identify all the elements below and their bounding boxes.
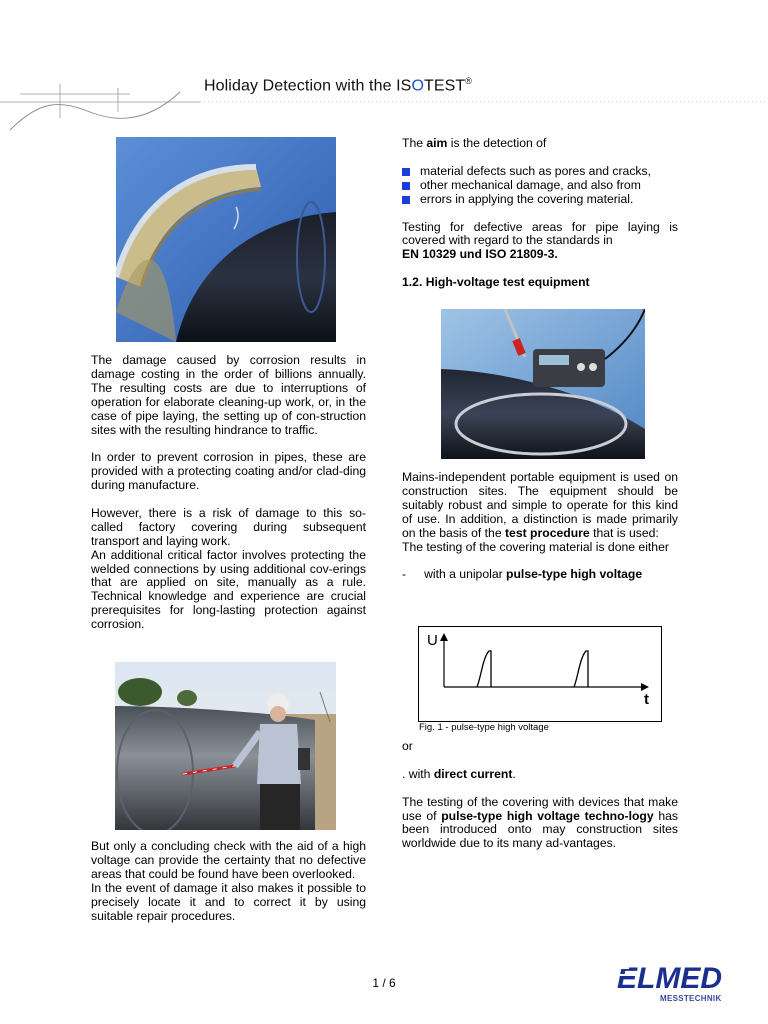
time-axis-label: t [644,691,649,708]
brush-electrode-photo [116,137,336,342]
bullet-square-icon [402,168,410,176]
locate-damage-paragraph: In the event of damage it also makes it possible to precisely locate it and to correct it by using suitable repair procedures. [91,880,366,923]
logo-subtitle: MESSTECHNIK [660,994,722,1003]
list-item: errors in applying the covering material. [402,193,678,207]
right-column-final-text [402,740,678,851]
right-column-lower-text [402,471,678,596]
page-header [0,62,768,137]
corrosion-paragraph: The damage caused by corrosion results in damage costing in the order of billions annually. The resulting costs are due to interruptions of operation for elaborate cleaning-up work, or, in the case of pipe laying, the setting up of con-struction sites with the resulting hindrance to traffic. [91,353,366,437]
header-rule [0,62,768,137]
left-column-text-bottom [91,840,366,923]
list-item: material defects such as pores and cracks, [402,165,678,179]
worker-testing-pipe-photo [115,662,336,830]
coating-paragraph: In order to prevent corrosion in pipes, these are provided with a protecting coating and/or clad-ding during manufacture. [91,450,366,493]
concluding-check-paragraph: But only a concluding check with the aid of a high voltage can provide the certainty that no defective areas that could be found have been overlooked. [91,839,366,881]
logo-wordmark: ELMED [617,962,722,994]
bullet-square-icon [402,182,410,190]
pulse-voltage-diagram [419,627,661,721]
left-column-text [91,354,366,646]
or-line: or [402,739,413,753]
voltage-axis-arrow-icon [440,633,448,641]
list-item: other mechanical damage, and also from [402,179,678,193]
testing-done-line: The testing of the covering material is done either [402,539,669,554]
figure-caption: Fig. 1 - pulse-type high voltage [419,722,549,733]
pulse-technology-paragraph: The testing of the covering with devices that make use of pulse-type high voltage techno-logy has been introduced onto may construction sites worldwide due to its many ad-vantages. [402,794,678,851]
standards-reference: EN 10329 und ISO 21809-3. [402,247,558,262]
pulse-voltage-figure [418,626,662,722]
pulse-2 [574,651,588,687]
defect-bullet-list [402,165,678,207]
pulse-1 [477,651,491,687]
time-axis-arrow-icon [641,683,649,691]
voltage-axis-label: U [427,632,438,649]
mains-paragraph: Mains-independent portable equipment is used on construction sites. The equipment should be suitably robust and simple to operate for this kind of use. In addition, a distinction is made primarily on the basis of the test procedure that is used: [402,470,678,540]
risk-paragraph: However, there is a risk of damage to this so-called factory covering during subsequent transport and laying work. [91,505,366,548]
bullet-square-icon [402,196,410,204]
page-number: 1 / 6 [372,976,396,990]
page-title: Holiday Detection with the ISOTEST® [204,76,473,95]
test-equipment-photo [441,309,645,459]
standards-paragraph: Testing for defective areas for pipe laying is covered with regard to the standards in EN 10329 und ISO 21809-3. [402,219,678,262]
right-column-text [402,137,678,290]
welded-connections-paragraph: An additional critical factor involves protecting the welded connections by using additional cov-erings that are applied on site, manually as a rule. Technical knowledge and experience are crucial prerequisites for long-lasting protection against corrosion. [91,547,366,632]
option-dc-line: . with direct current. [402,766,516,781]
section-heading: 1.2. High-voltage test equipment [402,275,590,290]
aim-line: The aim is the detection of [402,136,547,150]
option-pulse-line: - with a unipolar pulse-type high voltage [402,567,643,582]
